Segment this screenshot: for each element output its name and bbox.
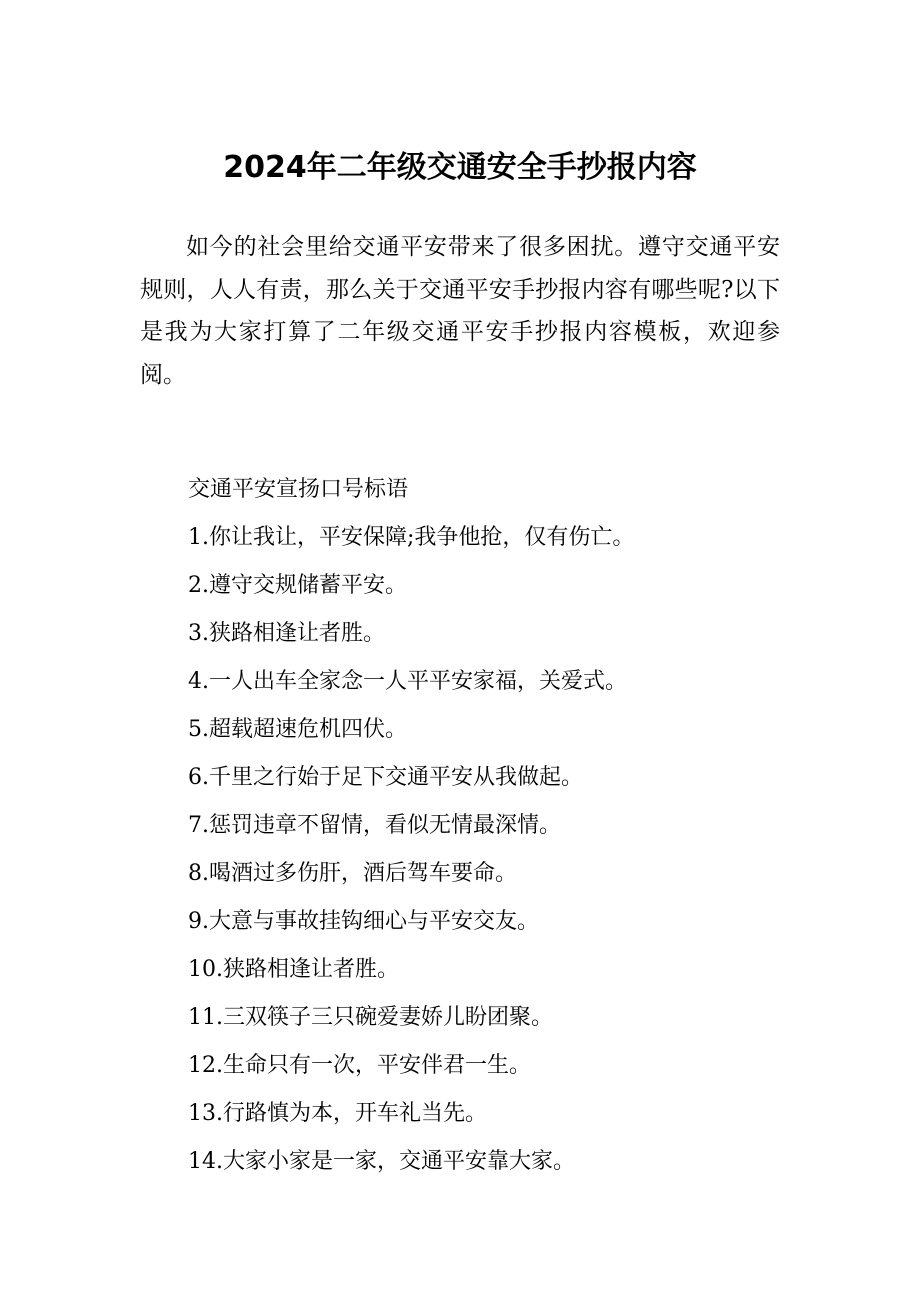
list-item: 7.惩罚违章不留情，看似无情最深情。	[188, 813, 561, 838]
list-item: 8.喝酒过多伤肝，酒后驾车要命。	[188, 861, 517, 886]
list-item: 4.一人出车全家念一人平平安家福，关爱式。	[188, 669, 627, 694]
document-title: 2024年二年级交通安全手抄报内容	[223, 150, 697, 185]
list-item: 9.大意与事故挂钩细心与平安交友。	[188, 909, 539, 934]
list-item: 2.遵守交规储蓄平安。	[188, 573, 407, 598]
list-item: 11.三双筷子三只碗爱妻娇儿盼团聚。	[188, 1005, 553, 1030]
list-item: 13.行路慎为本，开车礼当先。	[188, 1101, 487, 1126]
list-item: 5.超载超速危机四伏。	[188, 717, 407, 742]
slogan-list	[188, 466, 788, 1186]
intro-paragraph: 如今的社会里给交通平安带来了很多困扰。遵守交通平安规则，人人有责，那么关于交通平安手抄报内容有哪些呢?以下是我为大家打算了二年级交通平安手抄报内容模板，欢迎参阅。	[140, 234, 780, 388]
list-item: 3.狭路相逢让者胜。	[188, 621, 385, 646]
list-item: 14.大家小家是一家，交通平安靠大家。	[188, 1149, 575, 1174]
list-item: 12.生命只有一次，平安伴君一生。	[188, 1053, 531, 1078]
list-item: 10.狭路相逢让者胜。	[188, 957, 399, 982]
list-item: 1.你让我让，平安保障;我争他抢，仅有伤亡。	[188, 525, 635, 550]
slogan-section-heading: 交通平安宣扬口号标语	[188, 477, 409, 502]
list-item: 6.千里之行始于足下交通平安从我做起。	[188, 765, 583, 790]
